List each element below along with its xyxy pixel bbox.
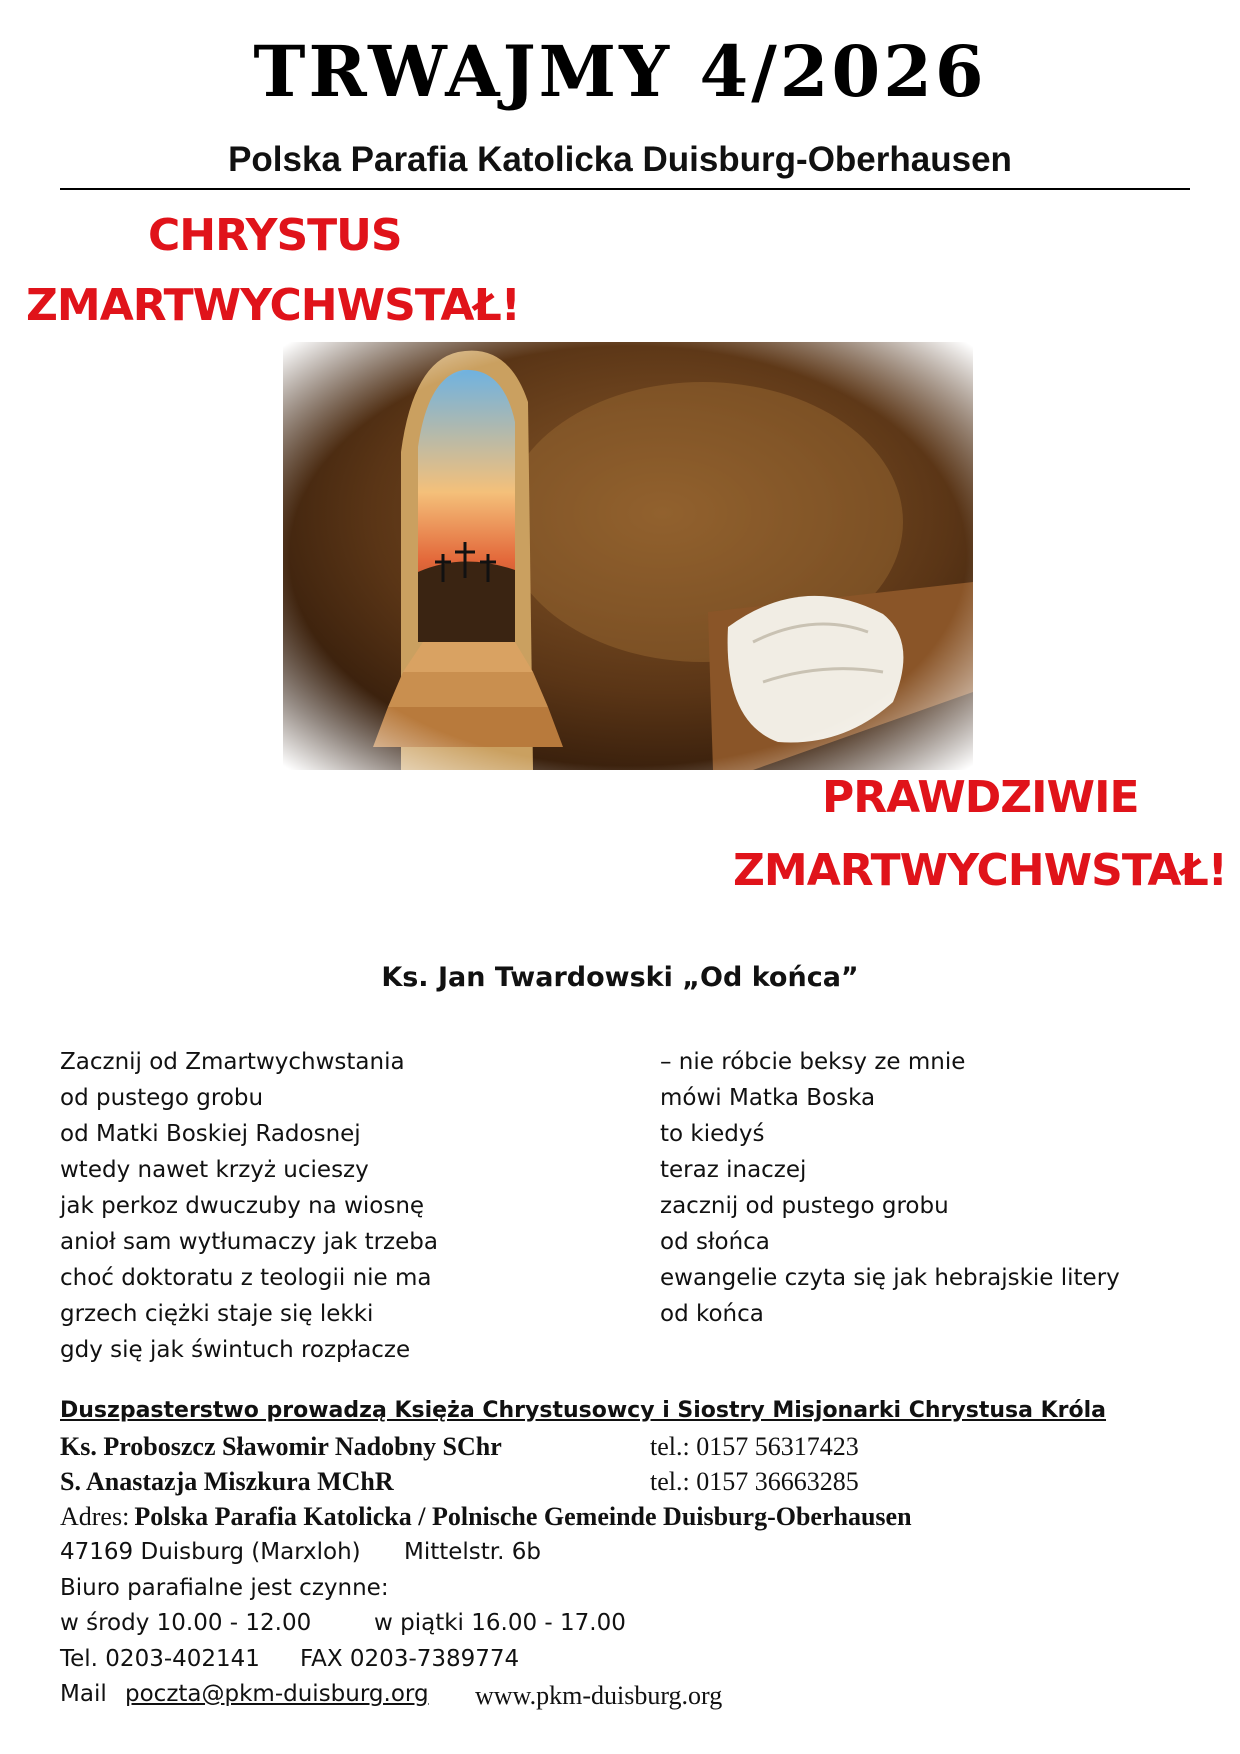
poem-line: jak perkoz dwuczuby na wiosnę [60,1193,425,1219]
poem-column-right [660,1044,1120,1332]
poem-line: zacznij od pustego grobu [660,1193,949,1219]
poem-line: gdy się jak świntuch rozpłacze [60,1337,411,1363]
poem-line: mówi Matka Boska [660,1085,876,1111]
poem-line: od Matki Boskiej Radosnej [60,1121,361,1147]
poem-title: Ks. Jan Twardowski „Od końca” [381,962,859,993]
newsletter-title: TRWAJMY 4/2026 [253,30,987,113]
sister-phone: tel.: 0157 36663285 [650,1467,859,1496]
office-phone: Tel. 0203-402141 [60,1646,260,1672]
office-hours-label: Biuro parafialne jest czynne: [60,1575,389,1601]
office-fax: FAX 0203-7389774 [300,1646,520,1672]
easter-greeting-line2: ZMARTWYCHWSTAŁ! [26,280,520,331]
easter-response-line1: PRAWDZIWIE [822,772,1139,823]
easter-response-line2: ZMARTWYCHWSTAŁ! [733,845,1227,896]
poem-line: anioł sam wytłumaczy jak trzeba [60,1229,438,1255]
empty-tomb-illustration [283,342,973,770]
poem-line: od końca [660,1301,764,1327]
email-link[interactable]: poczta@pkm-duisburg.org [125,1681,429,1707]
office-hours-wednesday: w środy 10.00 - 12.00 [60,1610,312,1636]
pastor-phone: tel.: 0157 56317423 [650,1432,859,1461]
pastor-name: Ks. Proboszcz Sławomir Nadobny SChr [60,1432,502,1461]
poem-line: teraz inaczej [660,1157,807,1183]
sister-name: S. Anastazja Miszkura MChR [60,1467,394,1496]
poem-column-left [60,1044,438,1368]
ministry-statement: Duszpasterstwo prowadzą Księża Chrystusowcy i Siostry Misjonarki Chrystusa Króla [60,1398,1107,1423]
poem-line: to kiedyś [660,1121,765,1147]
address-line [60,1502,912,1532]
poem-line: Zacznij od Zmartwychwstania [60,1049,405,1075]
poem-line: od słońca [660,1229,770,1255]
poem-line: grzech ciężki staje się lekki [60,1301,374,1327]
address-city: 47169 Duisburg (Marxloh) [60,1539,361,1565]
address-value: Polska Parafia Katolicka / Polnische Gemeinde Duisburg-Oberhausen [134,1502,912,1531]
website-link[interactable]: www.pkm-duisburg.org [475,1681,723,1710]
poem-line: od pustego grobu [60,1085,264,1111]
poem-line: ewangelie czyta się jak hebrajskie litery [660,1265,1120,1291]
address-street: Mittelstr. 6b [404,1539,542,1565]
parish-name: Polska Parafia Katolicka Duisburg-Oberhausen [228,140,1012,179]
office-hours-friday: w piątki 16.00 - 17.00 [374,1610,626,1636]
poem-line: – nie róbcie beksy ze mnie [660,1049,966,1075]
address-label: Adres: [60,1502,130,1531]
poem-line: wtedy nawet krzyż ucieszy [60,1157,369,1183]
header-divider [60,188,1190,190]
easter-greeting-line1: CHRYSTUS [148,210,402,261]
mail-label: Mail [60,1681,107,1707]
poem-line: choć doktoratu z teologii nie ma [60,1265,432,1291]
